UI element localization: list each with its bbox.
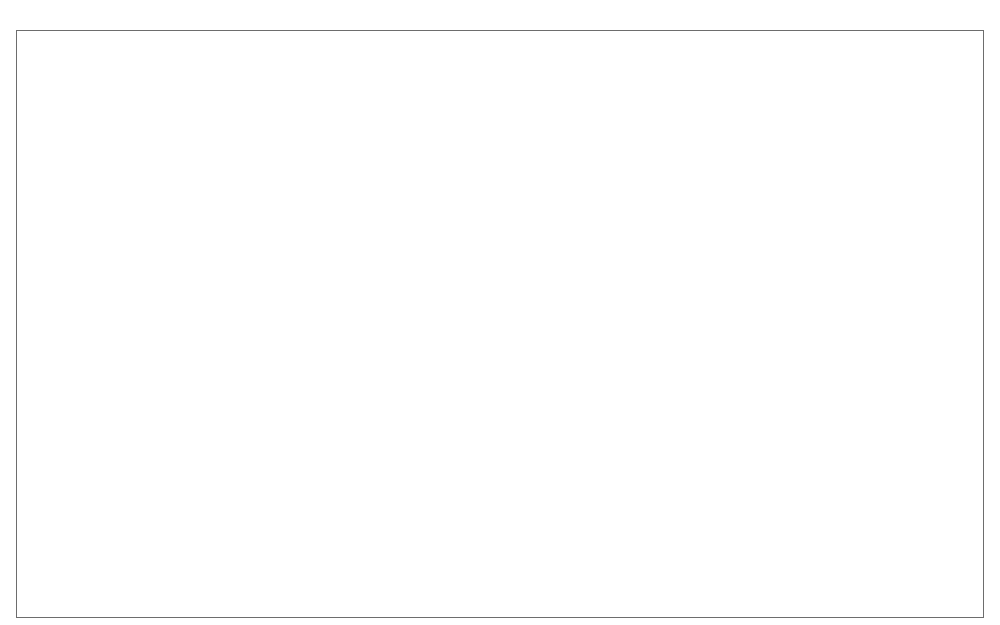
schedule-table — [16, 30, 984, 618]
